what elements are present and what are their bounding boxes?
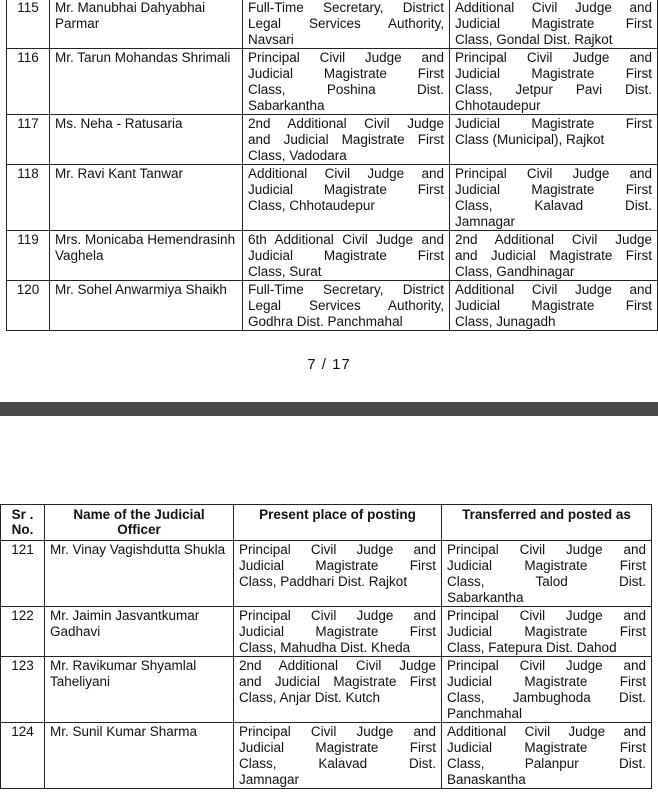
officer-name-cell: Ms. Neha - Ratusaria xyxy=(50,115,243,165)
posting-line: Principal Civil Judge and xyxy=(239,724,436,739)
header-officer-name: Name of the Judicial Officer xyxy=(45,505,234,541)
posting-line: Legal Services Authority, xyxy=(248,298,444,313)
posting-line: Judicial Magistrate First xyxy=(239,558,436,573)
posting-line: Full-Time Secretary, District xyxy=(248,282,444,297)
table-row xyxy=(1,607,652,657)
posting-line: Class, Mahudha Dist. Kheda xyxy=(239,640,411,655)
posting-line: Panchmahal xyxy=(447,706,523,721)
sr-no-cell: 123 xyxy=(1,657,45,723)
transferred-posting-cell xyxy=(442,657,652,723)
posting-line: Class, Fatepura Dist. Dahod xyxy=(447,640,617,655)
sr-no-cell: 122 xyxy=(1,607,45,657)
posting-line: Class, Anjar Dist. Kutch xyxy=(239,690,381,705)
officer-name-cell: Mr. Jaimin Jasvantkumar Gadhavi xyxy=(45,607,234,657)
posting-line: 2nd Additional Civil Judge xyxy=(248,116,444,131)
posting-line: Judicial Magistrate First xyxy=(455,16,652,31)
header-present-posting: Present place of posting xyxy=(234,505,442,541)
posting-line: Principal Civil Judge and xyxy=(447,608,646,623)
table-row xyxy=(1,723,652,789)
posting-line: Judicial Magistrate First xyxy=(447,558,646,573)
sr-no-cell: 115 xyxy=(7,0,50,49)
posting-line: Class, Talod Dist. xyxy=(447,574,646,589)
table-row xyxy=(1,541,652,607)
sr-no-cell: 117 xyxy=(7,115,50,165)
page-number: 7 / 17 xyxy=(307,356,351,373)
posting-line: Judicial Magistrate First xyxy=(447,674,646,689)
posting-line: Additional Civil Judge and xyxy=(455,282,652,297)
posting-line: Godhra Dist. Panchmahal xyxy=(248,314,403,329)
posting-line: Class, Kalavad Dist. xyxy=(239,756,436,771)
posting-line: Judicial Magistrate First xyxy=(239,624,436,639)
officer-name-cell: Mr. Sohel Anwarmiya Shaikh xyxy=(50,281,243,331)
posting-line: 2nd Additional Civil Judge xyxy=(239,658,436,673)
table-row xyxy=(7,49,658,115)
sr-no-cell: 119 xyxy=(7,231,50,281)
posting-line: Judicial Magistrate First xyxy=(455,116,652,131)
posting-line: Banaskantha xyxy=(447,772,526,787)
table-row xyxy=(1,657,652,723)
header-sr-no: Sr . No. xyxy=(1,505,45,541)
transferred-posting-cell xyxy=(442,607,652,657)
posting-line: Judicial Magistrate First xyxy=(455,66,652,81)
posting-line: Principal Civil Judge and xyxy=(455,50,652,65)
posting-line: Judicial Magistrate First xyxy=(239,740,436,755)
posting-line: Class, Jambughoda Dist. xyxy=(447,690,646,705)
posting-line: Judicial Magistrate First xyxy=(248,66,444,81)
posting-line: Class, Vadodara xyxy=(248,148,347,163)
officer-name-cell: Mr. Manubhai Dahyabhai Parmar xyxy=(50,0,243,49)
transferred-posting-cell xyxy=(442,723,652,789)
posting-line: Class, Paddhari Dist. Rajkot xyxy=(239,574,408,589)
page-separator xyxy=(0,402,658,416)
table-row xyxy=(7,281,658,331)
posting-line: Judicial Magistrate First xyxy=(447,624,646,639)
posting-line: Principal Civil Judge and xyxy=(447,542,646,557)
posting-line: Principal Civil Judge and xyxy=(455,166,652,181)
table-row xyxy=(7,231,658,281)
posting-line: Class, Poshina Dist. xyxy=(248,82,444,97)
posting-line: Class, Gondal Dist. Rajkot xyxy=(455,32,613,47)
sr-no-cell: 116 xyxy=(7,49,50,115)
sr-no-cell: 121 xyxy=(1,541,45,607)
posting-line: and Judicial Magistrate First xyxy=(455,248,652,263)
present-posting-cell xyxy=(234,657,442,723)
posting-line: 6th Additional Civil Judge and xyxy=(248,232,444,247)
present-posting-cell xyxy=(234,607,442,657)
posting-line: Additional Civil Judge and xyxy=(248,166,444,181)
posting-line: Sabarkantha xyxy=(248,98,325,113)
header-transferred-as: Transferred and posted as xyxy=(442,505,652,541)
posting-line: Chhotaudepur xyxy=(455,98,541,113)
posting-line: Jamnagar xyxy=(239,772,300,787)
document-page-bottom xyxy=(0,416,658,798)
present-posting-cell xyxy=(234,723,442,789)
transferred-posting-cell xyxy=(450,231,658,281)
transfer-table-continued xyxy=(6,0,658,331)
posting-line: Class, Surat xyxy=(248,264,322,279)
transferred-posting-cell xyxy=(442,541,652,607)
posting-line: Principal Civil Judge and xyxy=(248,50,444,65)
posting-line: Class, Jetpur Pavi Dist. xyxy=(455,82,652,97)
posting-line: Class, Kalavad Dist. xyxy=(455,198,652,213)
posting-line: Sabarkantha xyxy=(447,590,524,605)
officer-name-cell: Mr. Vinay Vagishdutta Shukla xyxy=(45,541,234,607)
sr-no-cell: 118 xyxy=(7,165,50,231)
table-row xyxy=(7,115,658,165)
posting-line: and Judicial Magistrate First xyxy=(239,674,436,689)
table-header-row xyxy=(1,505,652,541)
present-posting-cell xyxy=(243,115,450,165)
present-posting-cell xyxy=(243,49,450,115)
posting-line: Jamnagar xyxy=(455,214,516,229)
posting-line: Additional Civil Judge and xyxy=(455,0,652,15)
sr-no-cell: 120 xyxy=(7,281,50,331)
present-posting-cell xyxy=(234,541,442,607)
transferred-posting-cell xyxy=(450,281,658,331)
table-row xyxy=(7,165,658,231)
posting-line: Principal Civil Judge and xyxy=(239,608,436,623)
posting-line: Navsari xyxy=(248,32,294,47)
officer-name-cell: Mr. Tarun Mohandas Shrimali xyxy=(50,49,243,115)
officer-name-cell: Mrs. Monicaba Hemendrasinh Vaghela xyxy=(50,231,243,281)
posting-line: Judicial Magistrate First xyxy=(248,248,444,263)
posting-line: Legal Services Authority, xyxy=(248,16,444,31)
posting-line: 2nd Additional Civil Judge xyxy=(455,232,652,247)
present-posting-cell xyxy=(243,165,450,231)
posting-line: Judicial Magistrate First xyxy=(455,298,652,313)
officer-name-cell: Mr. Ravi Kant Tanwar xyxy=(50,165,243,231)
present-posting-cell xyxy=(243,231,450,281)
posting-line: Judicial Magistrate First xyxy=(248,182,444,197)
sr-no-cell: 124 xyxy=(1,723,45,789)
transferred-posting-cell xyxy=(450,165,658,231)
transferred-posting-cell xyxy=(450,49,658,115)
posting-line: Additional Civil Judge and xyxy=(447,724,646,739)
posting-line: Class, Palanpur Dist. xyxy=(447,756,646,771)
officer-name-cell: Mr. Ravikumar Shyamlal Taheliyani xyxy=(45,657,234,723)
present-posting-cell xyxy=(243,0,450,49)
table-row xyxy=(7,0,658,49)
posting-line: Class, Junagadh xyxy=(455,314,556,329)
posting-line: Full-Time Secretary, District xyxy=(248,0,444,15)
posting-line: Principal Civil Judge and xyxy=(239,542,436,557)
posting-line: and Judicial Magistrate First xyxy=(248,132,444,147)
transferred-posting-cell xyxy=(450,115,658,165)
officer-name-cell: Mr. Sunil Kumar Sharma xyxy=(45,723,234,789)
transferred-posting-cell xyxy=(450,0,658,49)
posting-line: Judicial Magistrate First xyxy=(447,740,646,755)
transfer-table xyxy=(0,504,652,789)
posting-line: Class, Chhotaudepur xyxy=(248,198,375,213)
present-posting-cell xyxy=(243,281,450,331)
posting-line: Judicial Magistrate First xyxy=(455,182,652,197)
posting-line: Principal Civil Judge and xyxy=(447,658,646,673)
posting-line: Class, Gandhinagar xyxy=(455,264,575,279)
posting-line: Class (Municipal), Rajkot xyxy=(455,132,605,147)
